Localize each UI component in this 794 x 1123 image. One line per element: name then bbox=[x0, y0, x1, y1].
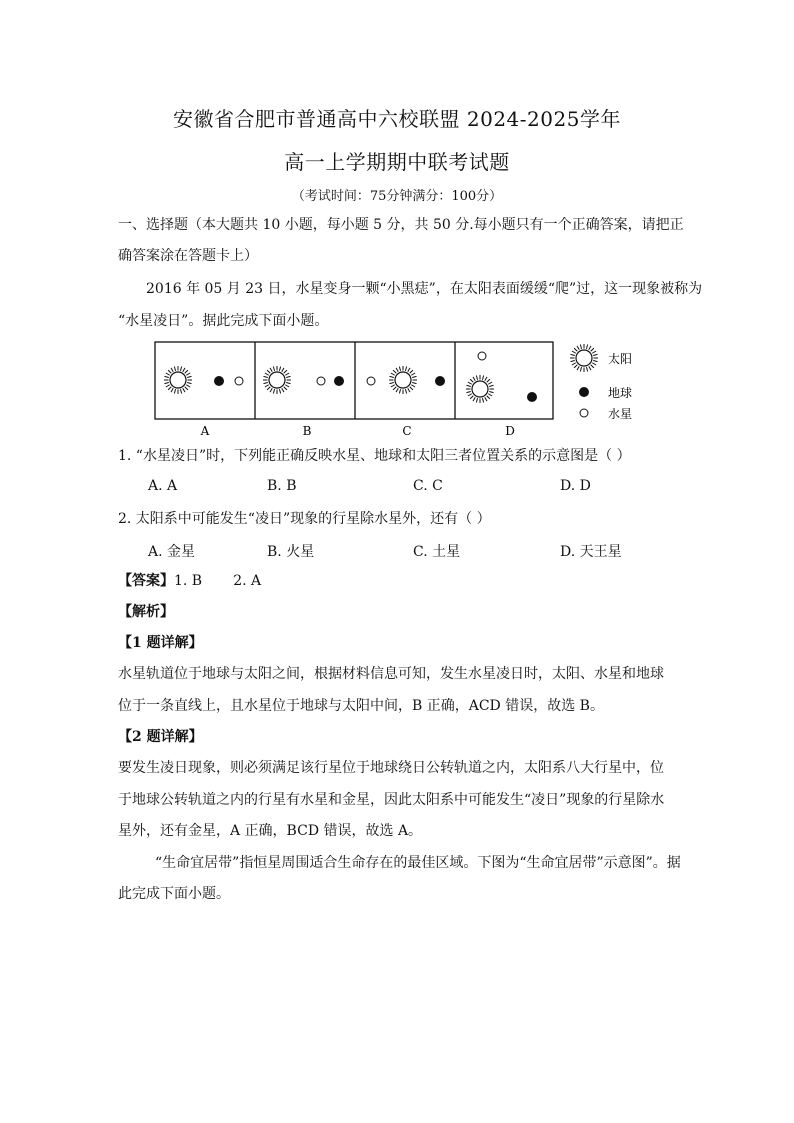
exam-info: （考试时间：75分钟满分：100分） bbox=[291, 189, 503, 204]
earth-icon bbox=[435, 376, 445, 386]
detail-2-line-3: 星外，还有金星，A 正确，BCD 错误，故选 A。 bbox=[118, 823, 423, 839]
q1-option-a: A. A bbox=[148, 478, 178, 494]
panel-label-c: C bbox=[402, 424, 412, 438]
answer-text: 1. B 2. A bbox=[174, 573, 262, 589]
mercury-icon bbox=[367, 377, 375, 385]
question-1-stem: 1. “水星凌日”时，下列能正确反映水星、地球和太阳三者位置关系的示意图是（ ） bbox=[118, 448, 631, 464]
detail-2-heading: 【2 题详解】 bbox=[118, 729, 203, 745]
sun-icon bbox=[466, 375, 494, 403]
next-intro-line-1: “生命宜居带”指恒星周围适合生命存在的最佳区域。下图为“生命宜居带”示意图”。据 bbox=[155, 855, 681, 871]
detail-2-line-2: 于地球公转轨道之内的行星有水星和金星，因此太阳系中可能发生“凌日”现象的行星除水 bbox=[118, 792, 665, 808]
q1-option-b: B. B bbox=[267, 478, 297, 494]
earth-icon bbox=[527, 392, 537, 402]
panel-a bbox=[164, 366, 243, 394]
legend-mercury-icon bbox=[580, 409, 588, 417]
q2-option-d: D. 天王星 bbox=[560, 544, 622, 560]
section-1-heading-line-1: 一、选择题（本大题共 10 小题，每小题 5 分，共 50 分.每小题只有一个正确答案，请把正 bbox=[118, 217, 684, 233]
legend-sun-label: 太阳 bbox=[608, 352, 633, 366]
earth-icon bbox=[214, 376, 224, 386]
panel-b bbox=[263, 366, 344, 394]
legend-mercury-label: 水星 bbox=[608, 407, 633, 421]
intro-line-1: 2016 年 05 月 23 日，水星变身一颗“小黑痣”，在太阳表面缓缓“爬”过，这一现象被称为 bbox=[146, 281, 703, 297]
title-line-2: 高一上学期期中联考试题 bbox=[284, 150, 510, 174]
mercury-icon bbox=[235, 377, 243, 385]
detail-1-line-2: 位于一条直线上，且水星位于地球与太阳中间，B 正确，ACD 错误，故选 B。 bbox=[118, 698, 604, 714]
legend-earth-label: 地球 bbox=[608, 386, 633, 400]
sun-icon bbox=[263, 366, 291, 394]
q2-option-b: B. 火星 bbox=[267, 544, 315, 560]
panel-label-d: D bbox=[505, 424, 515, 438]
sun-icon bbox=[389, 366, 417, 394]
panel-c bbox=[367, 366, 445, 394]
answer-line bbox=[118, 571, 261, 591]
detail-2-line-1: 要发生凌日现象，则必须满足该行星位于地球绕日公转轨道之内，太阳系八大行星中，位 bbox=[118, 760, 664, 776]
detail-1-heading: 【1 题详解】 bbox=[118, 635, 203, 651]
panel-label-b: B bbox=[302, 424, 312, 438]
q2-option-a: A. 金星 bbox=[148, 544, 196, 560]
analysis-heading: 【解析】 bbox=[118, 604, 174, 620]
next-intro-line-2: 此完成下面小题。 bbox=[118, 886, 230, 902]
intro-line-2: “水星凌日”。据此完成下面小题。 bbox=[118, 313, 329, 329]
mercury-icon bbox=[317, 377, 325, 385]
panel-label-a: A bbox=[200, 424, 210, 438]
q1-option-c: C. C bbox=[413, 478, 443, 494]
answer-label: 【答案】 bbox=[118, 573, 174, 589]
transit-diagram bbox=[150, 338, 650, 440]
title-line-1: 安徽省合肥市普通高中六校联盟 2024-2025学年 bbox=[173, 107, 621, 131]
q2-option-c: C. 土星 bbox=[413, 544, 461, 560]
legend-earth-icon bbox=[579, 387, 589, 397]
legend-sun-icon bbox=[570, 344, 598, 372]
detail-1-line-1: 水星轨道位于地球与太阳之间，根据材料信息可知，发生水星凌日时，太阳、水星和地球 bbox=[118, 666, 664, 682]
q1-option-d: D. D bbox=[560, 478, 591, 494]
panel-d bbox=[466, 352, 537, 403]
question-2-stem: 2. 太阳系中可能发生“凌日”现象的行星除水星外，还有（ ） bbox=[118, 511, 491, 527]
sun-icon bbox=[164, 366, 192, 394]
section-1-heading-line-2: 确答案涂在答题卡上） bbox=[118, 248, 258, 264]
legend bbox=[570, 344, 632, 421]
mercury-icon bbox=[478, 352, 486, 360]
earth-icon bbox=[334, 376, 344, 386]
